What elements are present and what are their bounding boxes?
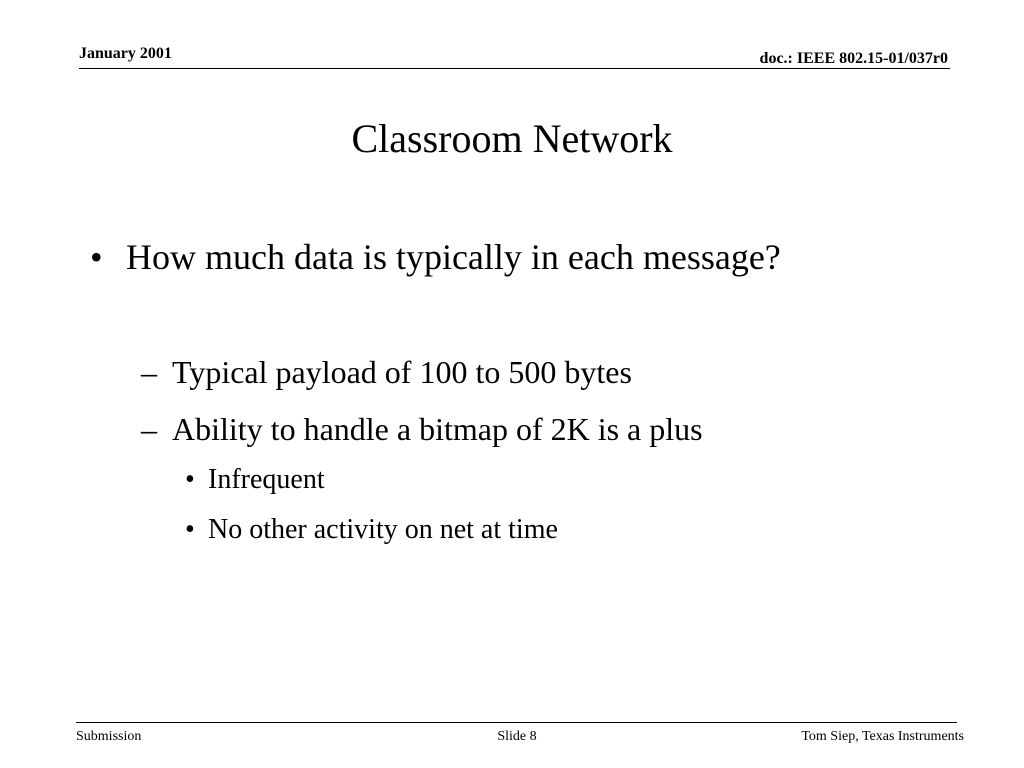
bullet-text: Ability to handle a bitmap of 2K is a plus [172,411,703,447]
bullet-text: Typical payload of 100 to 500 bytes [172,354,632,390]
dash-marker: – [141,354,157,390]
header-date: January 2001 [79,45,172,62]
bullet-level3 [185,463,325,497]
bullet-marker: • [90,237,103,277]
slide-title: Classroom Network [351,116,673,161]
footer-submission: Submission [76,729,142,744]
bullet-text: No other activity on net at time [208,514,558,545]
footer-slide-number: Slide 8 [497,729,537,744]
bullet-text: How much data is typically in each message? [126,237,781,277]
bullet-marker: • [185,464,195,495]
footer-author: Tom Siep, Texas Instruments [801,729,964,744]
footer-rule [76,722,957,723]
header-doc-id: doc.: IEEE 802.15-01/037r0 [759,50,948,67]
bullet-level1 [90,235,850,279]
bullet-text: Infrequent [208,464,325,495]
bullet-level3 [185,513,558,547]
dash-marker: – [141,411,157,447]
bullet-marker: • [185,514,195,545]
bullet-level2 [141,353,632,391]
bullet-level2 [141,410,703,448]
